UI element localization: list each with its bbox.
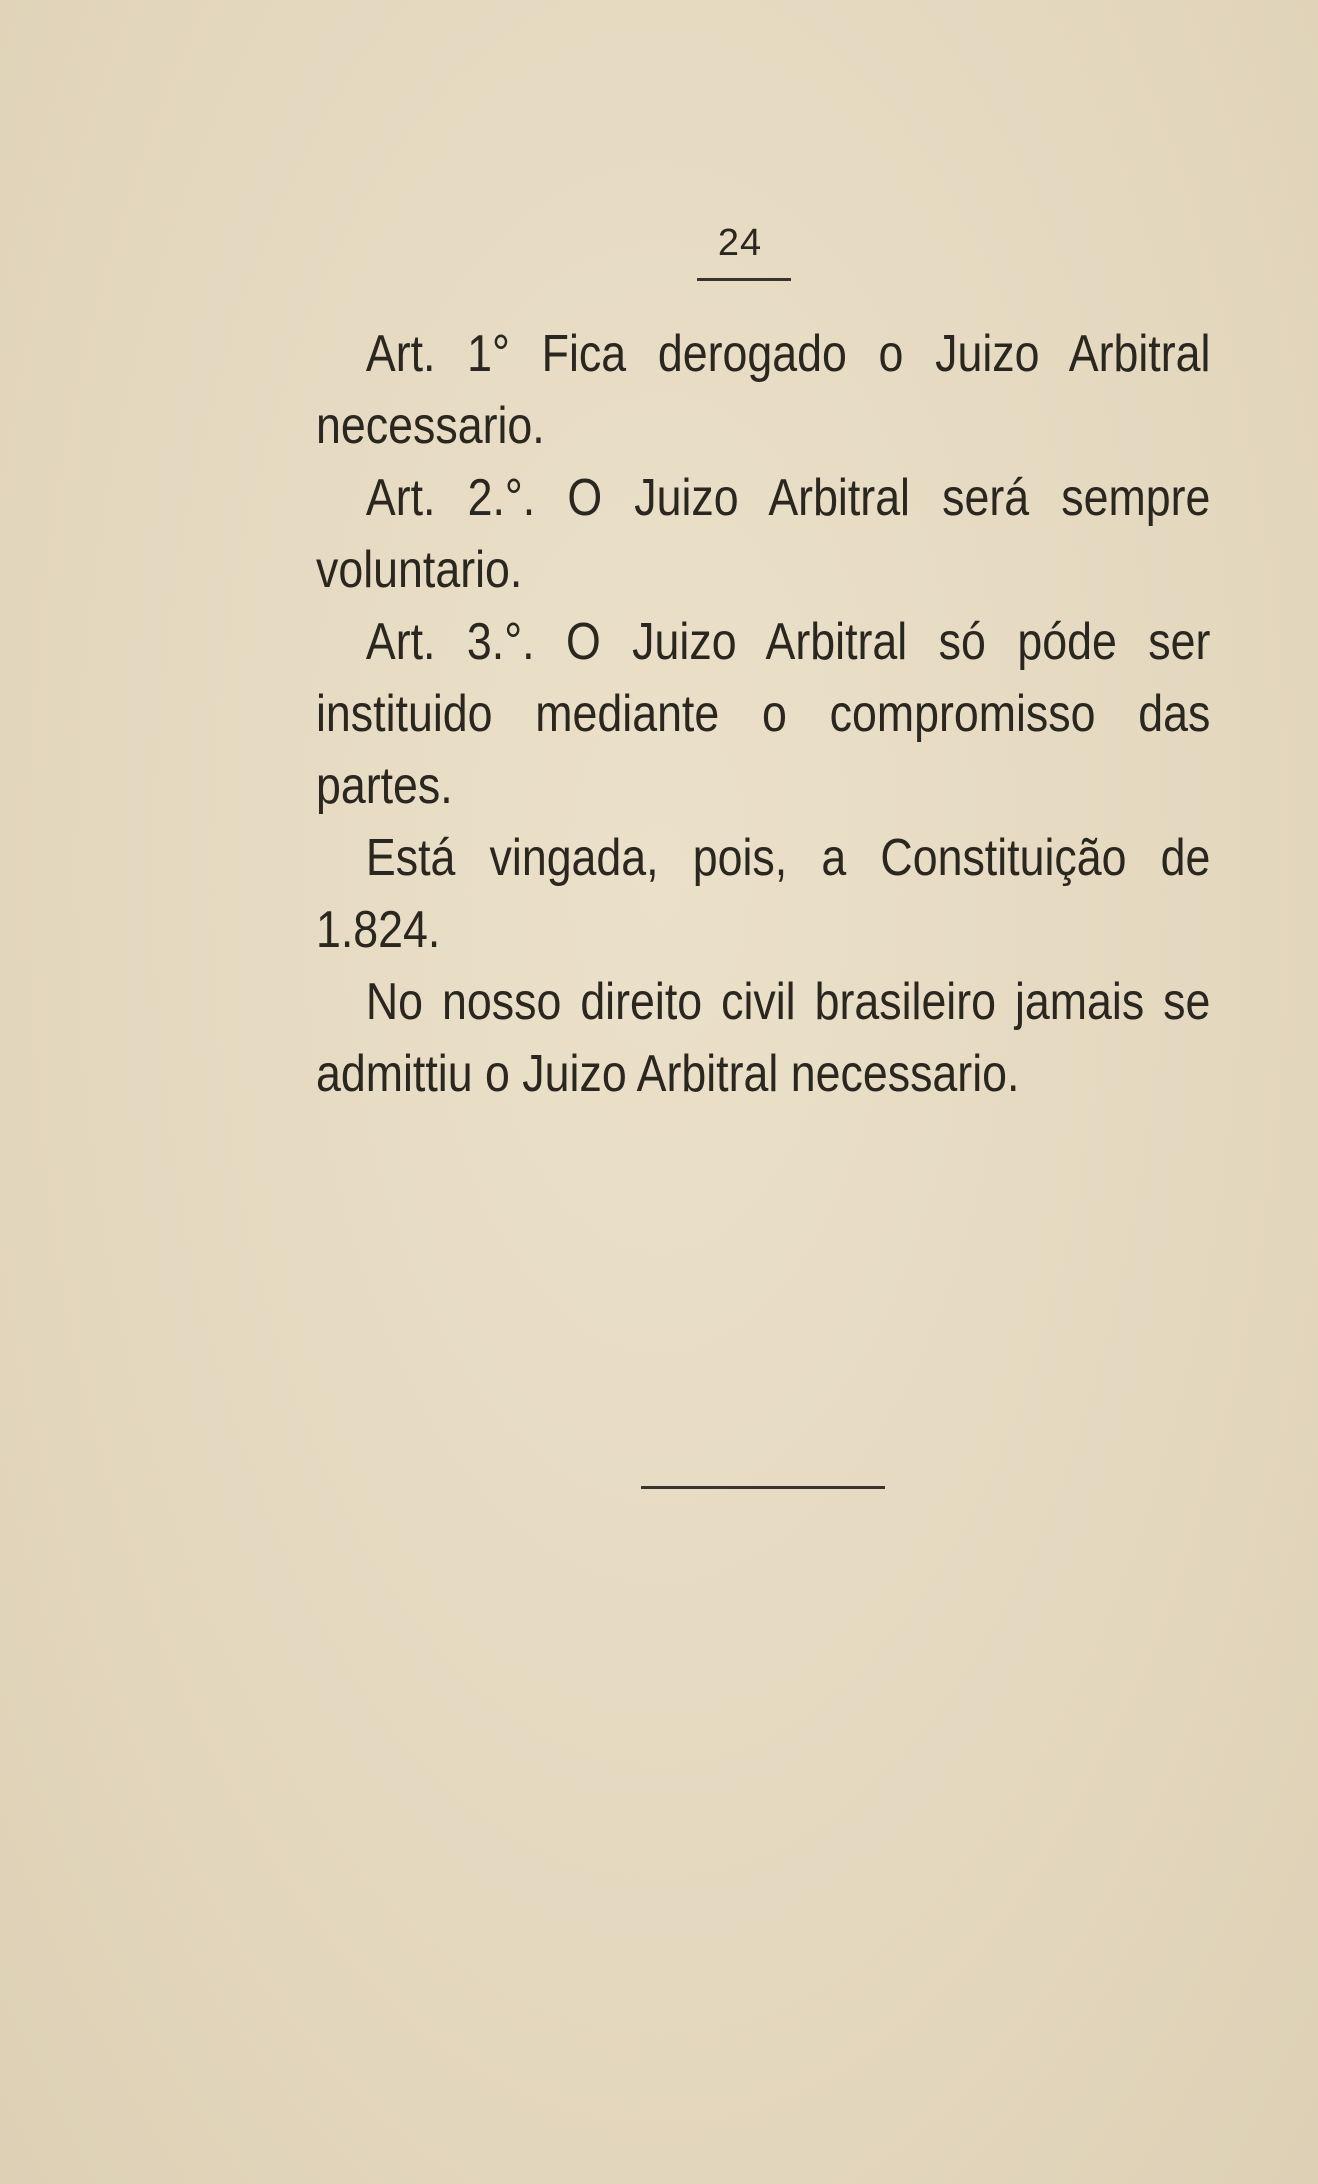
paragraph-direito-civil: No nosso direito civil brasileiro jamais se admittiu o Juizo Arbitral necessario. [316, 973, 1211, 1103]
section-end-rule [641, 1486, 885, 1489]
paragraph-art-3: Art. 3.°. O Juizo Arbitral só póde ser instituido mediante o compromisso das partes. [316, 613, 1211, 815]
page-number-underline [697, 278, 791, 281]
page-number: 24 [717, 222, 763, 264]
body-text [316, 318, 1210, 1110]
paragraph-art-2: Art. 2.°. O Juizo Arbitral será sempre voluntario. [316, 469, 1211, 599]
paragraph-constituicao: Está vingada, pois, a Constituição de 1.824. [316, 829, 1211, 959]
paragraph-art-1: Art. 1° Fica derogado o Juizo Arbitral necessario. [316, 325, 1211, 455]
